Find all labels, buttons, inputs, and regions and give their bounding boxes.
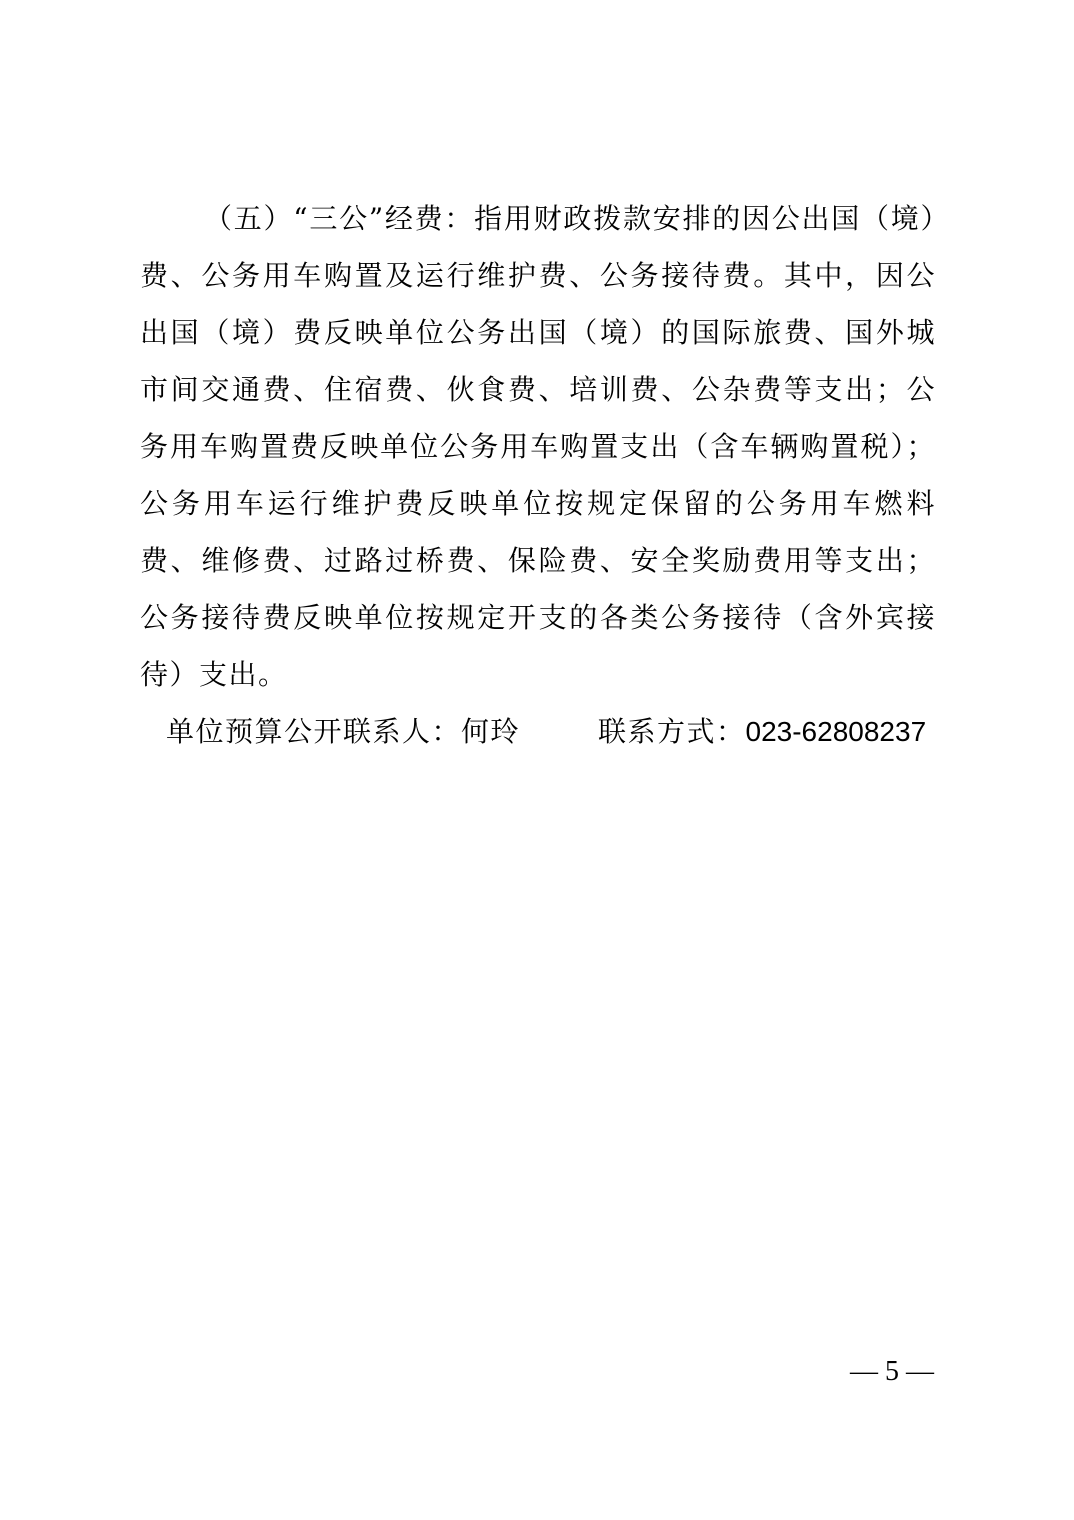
- contact-line: [140, 703, 936, 760]
- page-number: — 5 —: [850, 1356, 934, 1387]
- contact-phone: 023-62808237: [745, 716, 927, 747]
- contact-person-name: 何玲: [461, 715, 521, 748]
- contact-method: [598, 703, 926, 760]
- contact-person-label: 单位预算公开联系人：: [166, 715, 462, 748]
- contact-method-label: 联系方式：: [598, 715, 746, 748]
- document-body: [140, 190, 936, 760]
- contact-person: [166, 703, 598, 760]
- three-public-expenses-definition: （五）“三公”经费：指用财政拨款安排的因公出国（境）费、公务用车购置及运行维护费、公务接待费。其中，因公出国（境）费反映单位公务出国（境）的国际旅费、国外城市间交通费、住宿费、伙食费、培训费、公杂费等支出；公务用车购置费反映单位公务用车购置支出（含车辆购置税）；公务用车运行维护费反映单位按规定保留的公务用车燃料费、维修费、过路过桥费、保险费、安全奖励费用等支出；公务接待费反映单位按规定开支的各类公务接待（含外宾接待）支出。: [140, 202, 936, 691]
